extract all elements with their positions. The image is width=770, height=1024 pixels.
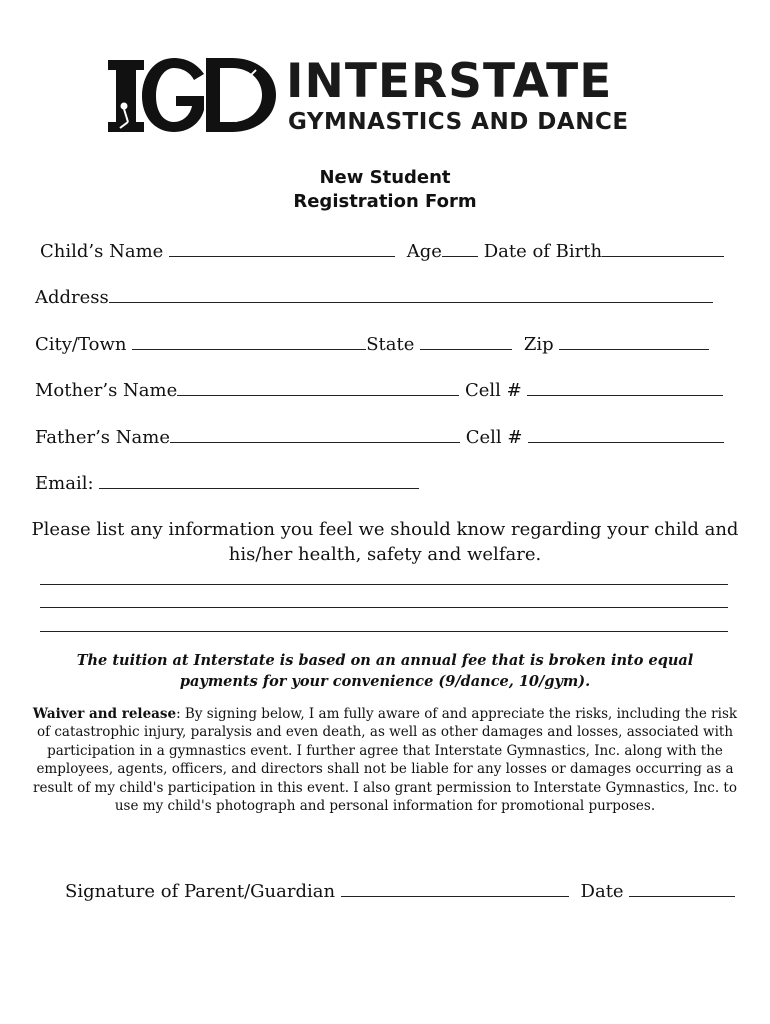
date-field[interactable]	[629, 878, 735, 897]
father-row	[35, 424, 724, 450]
waiver-paragraph	[32, 705, 738, 815]
dob-label: Date of Birth	[483, 241, 603, 262]
mother-cell-label: Cell #	[464, 380, 522, 401]
zip-label: Zip	[523, 334, 554, 355]
tuition-note: The tuition at Interstate is based on an annual fee that is broken into equal payments for your convenience (9/dance, 10/gym).	[76, 652, 694, 690]
email-label: Email:	[35, 473, 94, 494]
age-field[interactable]	[442, 238, 478, 257]
city-label: City/Town	[35, 334, 127, 355]
date-label: Date	[580, 881, 624, 902]
form-title-line1: New Student	[319, 167, 451, 188]
child-name-label: Child’s Name	[40, 241, 164, 262]
mother-name-field[interactable]	[177, 377, 459, 396]
igd-monogram-logo	[106, 56, 278, 134]
logo	[106, 56, 666, 134]
form-title-line2: Registration Form	[293, 191, 477, 212]
waiver-text: : By signing below, I am fully aware of and appreciate the risks, including the risk of catastrophic injury, paralysis and even death, as well as other damages and losses, associated with participation in a gymnastics event. I further agree that Interstate Gymnastics, Inc. along with the employees, agents, officers, and directors shall not be liable for any losses or damages occurring as a result of my child's participation in this event. I also grant permission to Interstate Gymnastics, Inc. to use my child's photograph and personal information for promotional purposes.	[33, 706, 738, 815]
dob-field[interactable]	[602, 238, 724, 257]
info-line-1[interactable]	[40, 584, 728, 585]
signature-row	[65, 878, 735, 904]
state-label: State	[366, 334, 415, 355]
mother-row	[35, 377, 723, 403]
state-field[interactable]	[420, 331, 512, 350]
address-row	[35, 284, 713, 310]
child-row	[40, 238, 724, 264]
waiver-heading: Waiver and release	[32, 706, 177, 722]
email-row	[35, 470, 419, 496]
address-label: Address	[35, 287, 109, 308]
city-field[interactable]	[132, 331, 366, 350]
email-field[interactable]	[99, 470, 419, 489]
father-cell-field[interactable]	[528, 424, 724, 443]
city-row	[35, 331, 709, 357]
signature-field[interactable]	[341, 878, 569, 897]
info-line-3[interactable]	[40, 631, 728, 632]
mother-name-label: Mother’s Name	[35, 380, 178, 401]
address-field[interactable]	[109, 284, 713, 303]
logo-subtitle: GYMNASTICS AND DANCE	[288, 109, 629, 135]
signature-label: Signature of Parent/Guardian	[65, 881, 336, 902]
child-name-field[interactable]	[169, 238, 395, 257]
father-cell-label: Cell #	[465, 427, 523, 448]
info-prompt: Please list any information you feel we should know regarding your child and his/her health, safety and welfare.	[31, 519, 739, 565]
father-name-label: Father’s Name	[35, 427, 170, 448]
father-name-field[interactable]	[170, 424, 460, 443]
info-line-2[interactable]	[40, 607, 728, 608]
logo-title: INTERSTATE	[286, 54, 613, 109]
zip-field[interactable]	[559, 331, 709, 350]
age-label: Age	[406, 241, 442, 262]
mother-cell-field[interactable]	[527, 377, 723, 396]
